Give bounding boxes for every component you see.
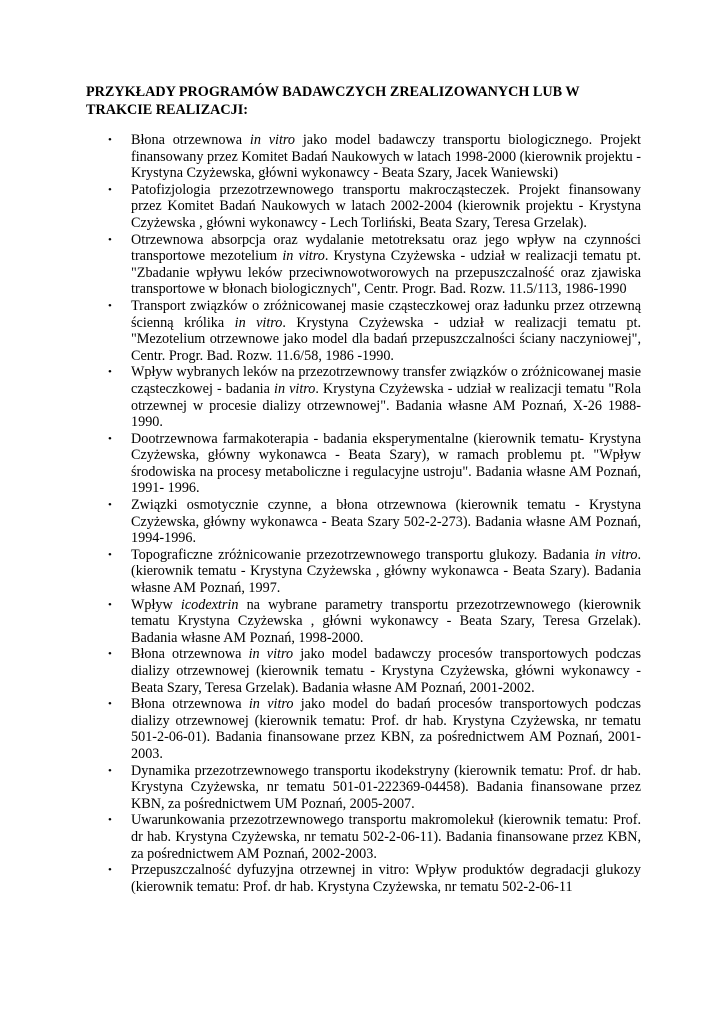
text-run: Wpływ [131, 596, 181, 613]
list-item [0, 132, 641, 182]
italic-term: in vitro [248, 646, 294, 663]
text-run: Dynamika przezotrzewnowego transportu ikodekstryny (kierownik tematu: Prof. dr hab. Krystyna Czyżewska, nr tematu 501-01-222369-04458). Badania finansowane przez KBN, za pośrednictwem UM Poznań, 2005-2007. [131, 762, 641, 812]
bullet-icon: • [108, 698, 112, 711]
italic-term: icodextrin [180, 596, 239, 613]
list-item-text [131, 763, 641, 813]
text-run: Dootrzewnowa farmakoterapia - badania eksperymentalne (kierownik tematu- Krystyna Czyżewska, główny wykonawca - Beata Szary), w ramach problemu pt. "Wpływ środowiska na procesy metaboliczne i regulacyjne ustroju". Badania własne AM Poznań, 1991- 1996. [131, 430, 641, 497]
bullet-icon: • [108, 134, 112, 146]
list-item-text [131, 597, 641, 647]
bullet-icon: • [108, 432, 112, 445]
list-item-text [131, 547, 641, 597]
bullet-icon: • [108, 366, 112, 379]
list-item-text [131, 862, 641, 895]
text-run: Uwarunkowania przezotrzewnowego transportu makromolekuł (kierownik tematu: Prof. dr hab. Krystyna Czyżewska, nr tematu 502-2-06-11). Badania finansowane przez KBN, za pośrednictwem AM Poznań, 2002-2003. [131, 812, 641, 862]
list-item [0, 431, 641, 497]
text-run: Błona otrzewnowa [131, 132, 250, 148]
list-item [0, 812, 641, 862]
text-run: Błona otrzewnowa [131, 696, 249, 713]
text-run: jako model badawczy procesów transportowych podczas dializy otrzewnowej (kierownik tematu - Krystyna Czyżewska, główni wykonawcy - Beata Szary, Teresa Grzelak). Badania własne AM Poznań, 2001-2002. [131, 646, 641, 696]
text-run: Patofizjologia przezotrzewnowego transportu makrocząsteczek. Projekt finansowany przez Komitet Badań Naukowych w latach 2002-2004 (kierownik projektu - Krystyna Czyżewska , główni wykonawcy - Lech Torliński, Beata Szary, Teresa Grzelak). [131, 181, 641, 231]
list-item-text [131, 812, 641, 862]
text-run: Otrzewnowa absorpcja oraz wydalanie metotreksatu oraz jego wpływ na czynności transportowe mezotelium [131, 231, 641, 265]
list-item [0, 298, 641, 364]
italic-term: in vitro [282, 248, 325, 265]
text-run: . Krystyna Czyżewska - udział w realizacji tematu "Rola otrzewnej w procesie dializy otrzewnowej". Badania własne AM Poznań, X-26 1988-1990. [131, 380, 641, 431]
bullet-icon: • [108, 548, 112, 561]
list-item-text [131, 232, 641, 298]
list-item [0, 232, 641, 298]
text-run: Wpływ wybranych leków na przezotrzewnowy transfer związków o zróżnicowanej masie cząsteczkowej - badania [131, 364, 641, 397]
bullet-icon: • [108, 233, 112, 246]
bullet-icon: • [108, 299, 112, 312]
list-item-text [131, 696, 641, 762]
list-item [0, 763, 641, 813]
text-run: Związki osmotycznie czynne, a błona otrzewnowa (kierownik tematu - Krystyna Czyżewska, główny wykonawca - Beata Szary 502-2-273). Badania własne AM Poznań, 1994-1996. [131, 497, 641, 547]
list-item [0, 597, 641, 647]
list-item [0, 696, 641, 762]
research-programs-list [0, 132, 641, 895]
italic-term: in vitro [248, 696, 294, 713]
text-run: . (kierownik tematu - Krystyna Czyżewska , główny wykonawca - Beata Szary). Badania własne AM Poznań, 1997. [131, 546, 641, 597]
list-item-text [131, 646, 641, 696]
italic-term: in vitro [234, 314, 283, 331]
bullet-icon: • [108, 764, 112, 777]
list-item-text [131, 497, 641, 547]
list-item-text [131, 431, 641, 497]
bullet-icon: • [108, 648, 112, 661]
italic-term: in vitro [249, 132, 296, 148]
bullet-icon: • [108, 814, 112, 827]
italic-term: in vitro [274, 380, 316, 397]
list-item-text [131, 132, 641, 182]
list-item-text [131, 364, 641, 430]
bullet-icon: • [108, 499, 112, 512]
bullet-icon: • [108, 864, 112, 877]
text-run: . Krystyna Czyżewska - udział w realizacji tematu pt. "Mezotelium otrzewnowe jako model dla badań przepuszczalności ściany naczyniowej", Centr. Progr. Bad. Rozw. 11.6/58, 1986 -1990. [131, 314, 641, 364]
text-run: na wybrane parametry transportu przezotrzewnowego (kierownik tematu Krystyna Czyżewska , główni wykonawcy - Beata Szary, Teresa Grzelak). Badania własne AM Poznań, 1998-2000. [131, 596, 641, 646]
text-run: . Krystyna Czyżewska - udział w realizacji tematu pt. "Zbadanie wpływu leków przeciwnowotworowych na przepuszczalność oraz zjawiska transportowe w błonach biologicznych", Centr. Progr. Bad. Rozw. 11.5/113, 1986-1990 [131, 248, 642, 298]
list-item-text [131, 182, 641, 232]
text-run: jako model badawczy transportu biologicznego. Projekt finansowany przez Komitet Badań Naukowych w latach 1998-2000 (kierownik projektu - Krystyna Czyżewska, główni wykonawcy - Beata Szary, Jacek Waniewski) [131, 132, 641, 182]
text-run: Przepuszczalność dyfuzyjna otrzewnej in vitro: Wpływ produktów degradacji glukozy (kierownik tematu: Prof. dr hab. Krystyna Czyżewska, nr tematu 502-2-06-11 [131, 862, 641, 895]
list-item [0, 364, 641, 430]
text-run: jako model do badań procesów transportowych podczas dializy otrzewnowej (kierownik tematu: Prof. dr hab. Krystyna Czyżewska, nr tematu 501-2-06-01). Badania finansowane przez KBN, za pośrednictwem AM Poznań, 2001-2003. [131, 696, 641, 762]
text-run: Błona otrzewnowa [131, 646, 249, 663]
list-item [0, 497, 641, 547]
italic-term: in vitro [594, 546, 638, 563]
bullet-icon: • [108, 183, 112, 196]
bullet-icon: • [108, 598, 112, 611]
text-run: Transport związków o zróżnicowanej masie cząsteczkowej oraz ładunku przez otrzewną ścienną królika [131, 297, 641, 331]
list-item [0, 547, 641, 597]
list-item [0, 646, 641, 696]
list-item-text [131, 298, 641, 364]
list-item [0, 862, 641, 895]
text-run: Topograficzne zróżnicowanie przezotrzewnowego transportu glukozy. Badania [131, 546, 595, 563]
list-item [0, 182, 641, 232]
document-heading: PRZYKŁADY PROGRAMÓW BADAWCZYCH ZREALIZOWANYCH LUB W TRAKCIE REALIZACJI: [86, 84, 580, 118]
